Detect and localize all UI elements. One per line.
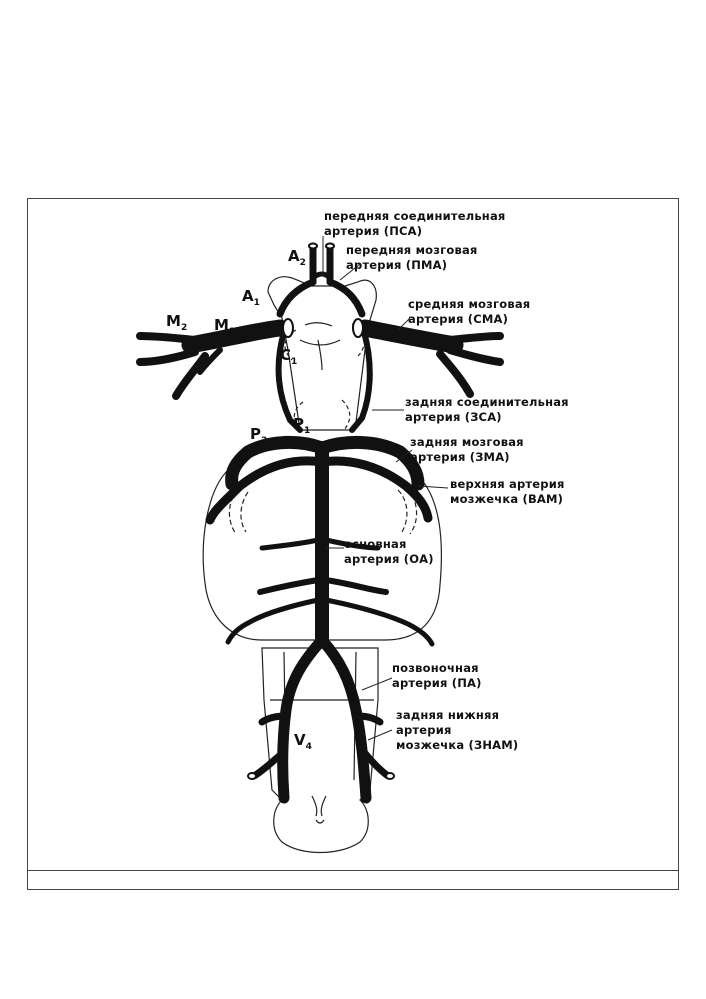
label-sma-line2: артерия (СМА): [408, 312, 509, 326]
segment-p2: $P_2$: [250, 425, 268, 446]
label-pa: [392, 661, 482, 691]
label-zma-line1: задняя мозговая: [410, 435, 524, 449]
ica-right: [353, 319, 363, 337]
label-oa-line1: основная: [344, 537, 407, 551]
optic-chiasm-outline: [300, 323, 340, 370]
pica-left-end: [248, 773, 256, 779]
label-pma: [346, 243, 478, 273]
label-zsa-line1: задняя соединительная: [405, 395, 569, 409]
label-znam-line1: задняя нижняя: [396, 708, 500, 722]
a1-right: [330, 282, 362, 314]
m2-left-a: [140, 336, 195, 340]
label-zma-line2: артерия (ЗМА): [410, 450, 510, 464]
label-vam: [450, 477, 565, 507]
label-psa-line1: передняя соединительная: [324, 209, 506, 223]
label-zma: [410, 435, 524, 465]
segment-m2: $M_2$: [166, 312, 188, 333]
segment-c1: $C_1$: [280, 346, 298, 367]
label-sma-line1: средняя мозговая: [408, 297, 531, 311]
pica-right-end: [386, 773, 394, 779]
vertebral-left: [283, 640, 322, 798]
label-zsa: [405, 395, 569, 425]
label-pa-line1: позвоночная: [392, 661, 479, 675]
medulla-fissure: [312, 796, 326, 823]
m2-right-b: [450, 350, 500, 362]
label-zsa-line2: артерия (ЗСА): [405, 410, 502, 424]
label-vam-line2: мозжечка (ВАМ): [450, 492, 564, 506]
ica-left: [283, 319, 293, 337]
label-pma-line1: передняя мозговая: [346, 243, 478, 257]
segment-p1: $P_1$: [293, 415, 311, 436]
a2-right-end: [326, 244, 334, 249]
label-pa-line2: артерия (ПА): [392, 676, 482, 690]
leader-pa: [362, 678, 392, 690]
pontine-left-1: [262, 540, 318, 548]
m2-left-b: [140, 352, 195, 362]
label-znam-line3: мозжечка (ЗНАМ): [396, 738, 519, 752]
leader-znam: [368, 730, 392, 740]
m2-right-c: [440, 354, 470, 394]
aica-right: [326, 600, 432, 644]
aica-left: [228, 600, 318, 642]
label-oa-line2: артерия (ОА): [344, 552, 434, 566]
label-pma-line2: артерия (ПМА): [346, 258, 448, 272]
label-sma: [408, 297, 530, 327]
cerebellum-dashes-left2: [241, 492, 248, 532]
a2-left-end: [309, 244, 317, 249]
m1-right: [365, 328, 455, 345]
segment-a2: $A_2$: [288, 247, 306, 268]
label-psa-line2: артерия (ПСА): [324, 224, 423, 238]
dashed-pons-right: [342, 400, 350, 430]
label-znam: [396, 708, 518, 753]
segment-m1: $M_1$: [214, 316, 236, 337]
label-oa: [344, 537, 434, 567]
pontine-left-2: [260, 580, 318, 592]
m2-right-a: [450, 336, 500, 340]
segment-v4: $V_4$: [294, 731, 312, 752]
label-vam-line1: верхняя артерия: [450, 477, 565, 491]
psa: [313, 274, 330, 278]
pontine-right-2: [326, 580, 386, 592]
a1-left: [280, 282, 313, 314]
m2-left-c: [176, 356, 205, 396]
segment-a1: $A_1$: [242, 287, 260, 308]
label-psa: [324, 209, 506, 239]
label-znam-line2: артерия: [396, 723, 452, 737]
cerebellum-dashes-right: [398, 490, 407, 532]
